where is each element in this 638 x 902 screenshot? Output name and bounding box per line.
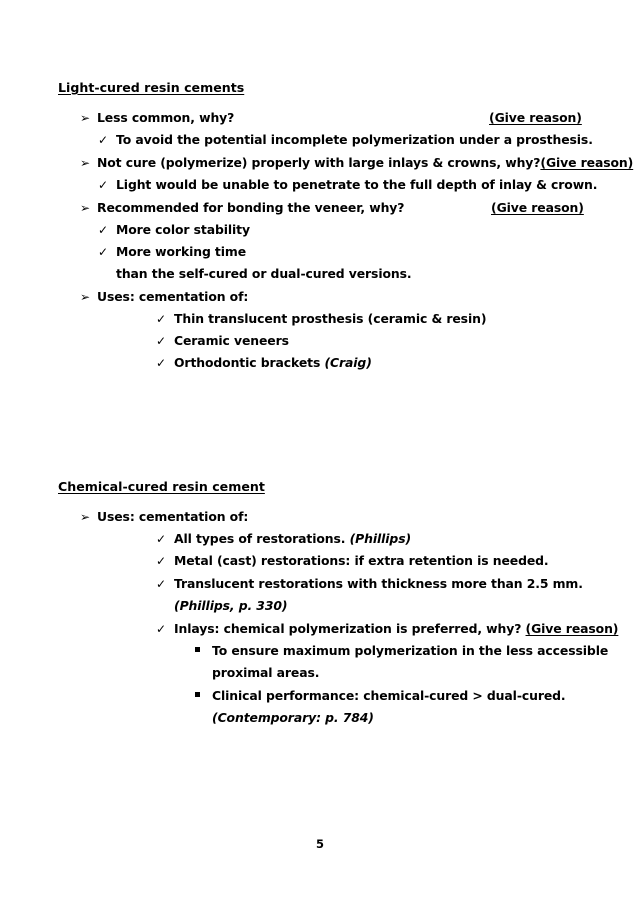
use-thin-translucent: Thin translucent prosthesis (ceramic & resin)	[174, 311, 487, 326]
check-icon: ✓	[98, 223, 109, 237]
check-icon: ✓	[156, 356, 167, 370]
check-icon: ✓	[156, 554, 167, 568]
sub-maximum-polymerization: To ensure maximum polymerization in the less accessible	[212, 643, 609, 658]
check-icon: ✓	[156, 312, 167, 326]
page-number: 5	[316, 837, 325, 851]
uses-label: Uses: cementation of:	[97, 289, 249, 304]
give-reason-label: (Give reason)	[540, 155, 634, 170]
use-ceramic-veneers: Ceramic veneers	[174, 333, 289, 348]
reference-phillips: (Phillips)	[349, 531, 412, 546]
section-heading-chemical-cured: Chemical-cured resin cement	[58, 479, 265, 494]
arrow-bullet-icon: ➢	[80, 201, 91, 215]
check-icon: ✓	[98, 133, 109, 147]
uses-label: Uses: cementation of:	[97, 509, 249, 524]
question-less-common: Less common, why?	[97, 110, 235, 125]
use-translucent-restorations: Translucent restorations with thickness more than 2.5 mm.	[174, 576, 583, 591]
give-reason-label: (Give reason)	[525, 621, 619, 636]
use-all-restorations: All types of restorations. (Phillips)	[174, 531, 412, 546]
give-reason-label: (Give reason)	[491, 200, 584, 215]
arrow-bullet-icon: ➢	[80, 111, 91, 125]
sub-clinical-performance: Clinical performance: chemical-cured > dual-cured.	[212, 688, 566, 703]
answer-color-stability: More color stability	[116, 222, 250, 237]
answer-working-time: More working time	[116, 244, 247, 259]
give-reason-label: (Give reason)	[489, 110, 582, 125]
reference-phillips-p330: (Phillips, p. 330)	[174, 598, 288, 613]
reference-contemporary: (Contemporary: p. 784)	[212, 710, 374, 725]
check-icon: ✓	[156, 334, 167, 348]
sub-proximal-areas: proximal areas.	[212, 665, 320, 680]
check-icon: ✓	[156, 577, 167, 591]
check-icon: ✓	[98, 245, 109, 259]
reference-craig: (Craig)	[324, 355, 372, 370]
arrow-bullet-icon: ➢	[80, 290, 91, 304]
question-recommended-veneer: Recommended for bonding the veneer, why?	[97, 200, 405, 215]
answer-comparison: than the self-cured or dual-cured versions.	[116, 266, 412, 281]
arrow-bullet-icon: ➢	[80, 156, 91, 170]
use-metal-restorations: Metal (cast) restorations: if extra retention is needed.	[174, 553, 549, 568]
section-heading-light-cured: Light-cured resin cements	[58, 80, 245, 95]
check-icon: ✓	[98, 178, 109, 192]
arrow-bullet-icon: ➢	[80, 510, 91, 524]
square-bullet-icon	[195, 692, 200, 697]
use-inlays: Inlays: chemical polymerization is preferred, why? (Give reason)	[174, 621, 619, 636]
check-icon: ✓	[156, 622, 167, 636]
answer-light-penetrate: Light would be unable to penetrate to the full depth of inlay & crown.	[116, 177, 598, 192]
question-not-cure: Not cure (polymerize) properly with large inlays & crowns, why?(Give reason)	[97, 155, 634, 170]
answer-incomplete-polymerization: To avoid the potential incomplete polymerization under a prosthesis.	[116, 132, 593, 147]
use-orthodontic-brackets: Orthodontic brackets (Craig)	[174, 355, 372, 370]
square-bullet-icon	[195, 647, 200, 652]
check-icon: ✓	[156, 532, 167, 546]
